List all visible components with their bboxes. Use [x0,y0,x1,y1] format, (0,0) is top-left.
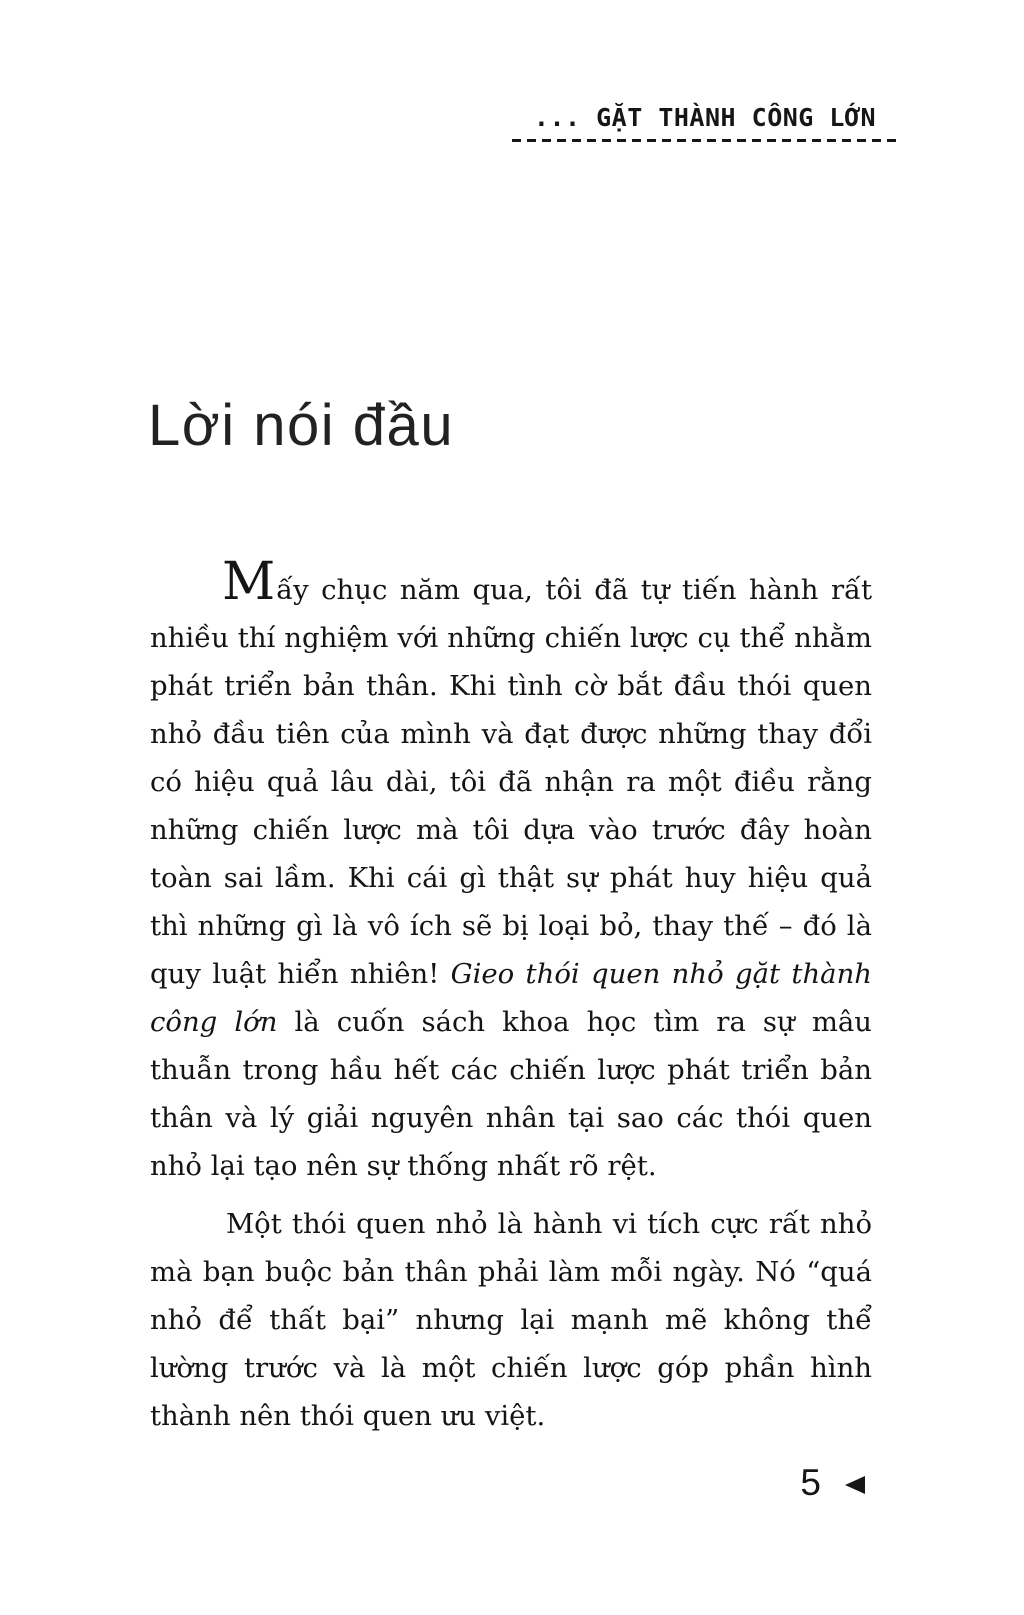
chapter-title: Lời nói đầu [148,392,455,458]
running-header-title: ... GẶT THÀNH CÔNG LỚN [533,103,877,132]
text-segment: là cuốn sách khoa học tìm ra sự mâu thuẫn trong hầu hết các chiến lược phát triển bản thân và lý giải nguyên nhân tại sao các thói quen nhỏ lại tạo nên sự thống nhất rõ rệt. [150,1006,873,1182]
body-text [150,552,873,1440]
paragraph [150,1200,872,1440]
text-segment: ấy chục năm qua, tôi đã tự tiến hành rất nhiều thí nghiệm với những chiến lược cụ thể nhằm phát triển bản thân. Khi tình cờ bắt đầu thói quen nhỏ đầu tiên của mình và đạt được những thay đổi có hiệu quả lâu dài, tôi đã nhận ra một điều rằng những chiến lược mà tôi dựa vào trước đây hoàn toàn sai lầm. Khi cái gì thật sự phát huy hiệu quả thì những gì là vô ích sẽ bị loại bỏ, thay thế – đó là quy luật hiển nhiên! [150,574,872,990]
running-header [512,103,898,142]
book-title-italic: Gieo thói quen nhỏ gặt thành công lớn [150,958,872,1038]
page-footer [800,1464,865,1501]
page-number: 5 [800,1462,821,1503]
paragraph [150,552,873,1190]
dropcap-letter: M [222,552,277,612]
header-dashed-rule [512,139,898,142]
back-triangle-icon [845,1476,865,1494]
text-segment: Một thói quen nhỏ là hành vi tích cực rất nhỏ mà bạn buộc bản thân phải làm mỗi ngày. Nó “quá nhỏ để thất bại” nhưng lại mạnh mẽ không thể lường trước và là một chiến lược góp phần hình thành nên thói quen ưu việt. [150,1208,872,1432]
